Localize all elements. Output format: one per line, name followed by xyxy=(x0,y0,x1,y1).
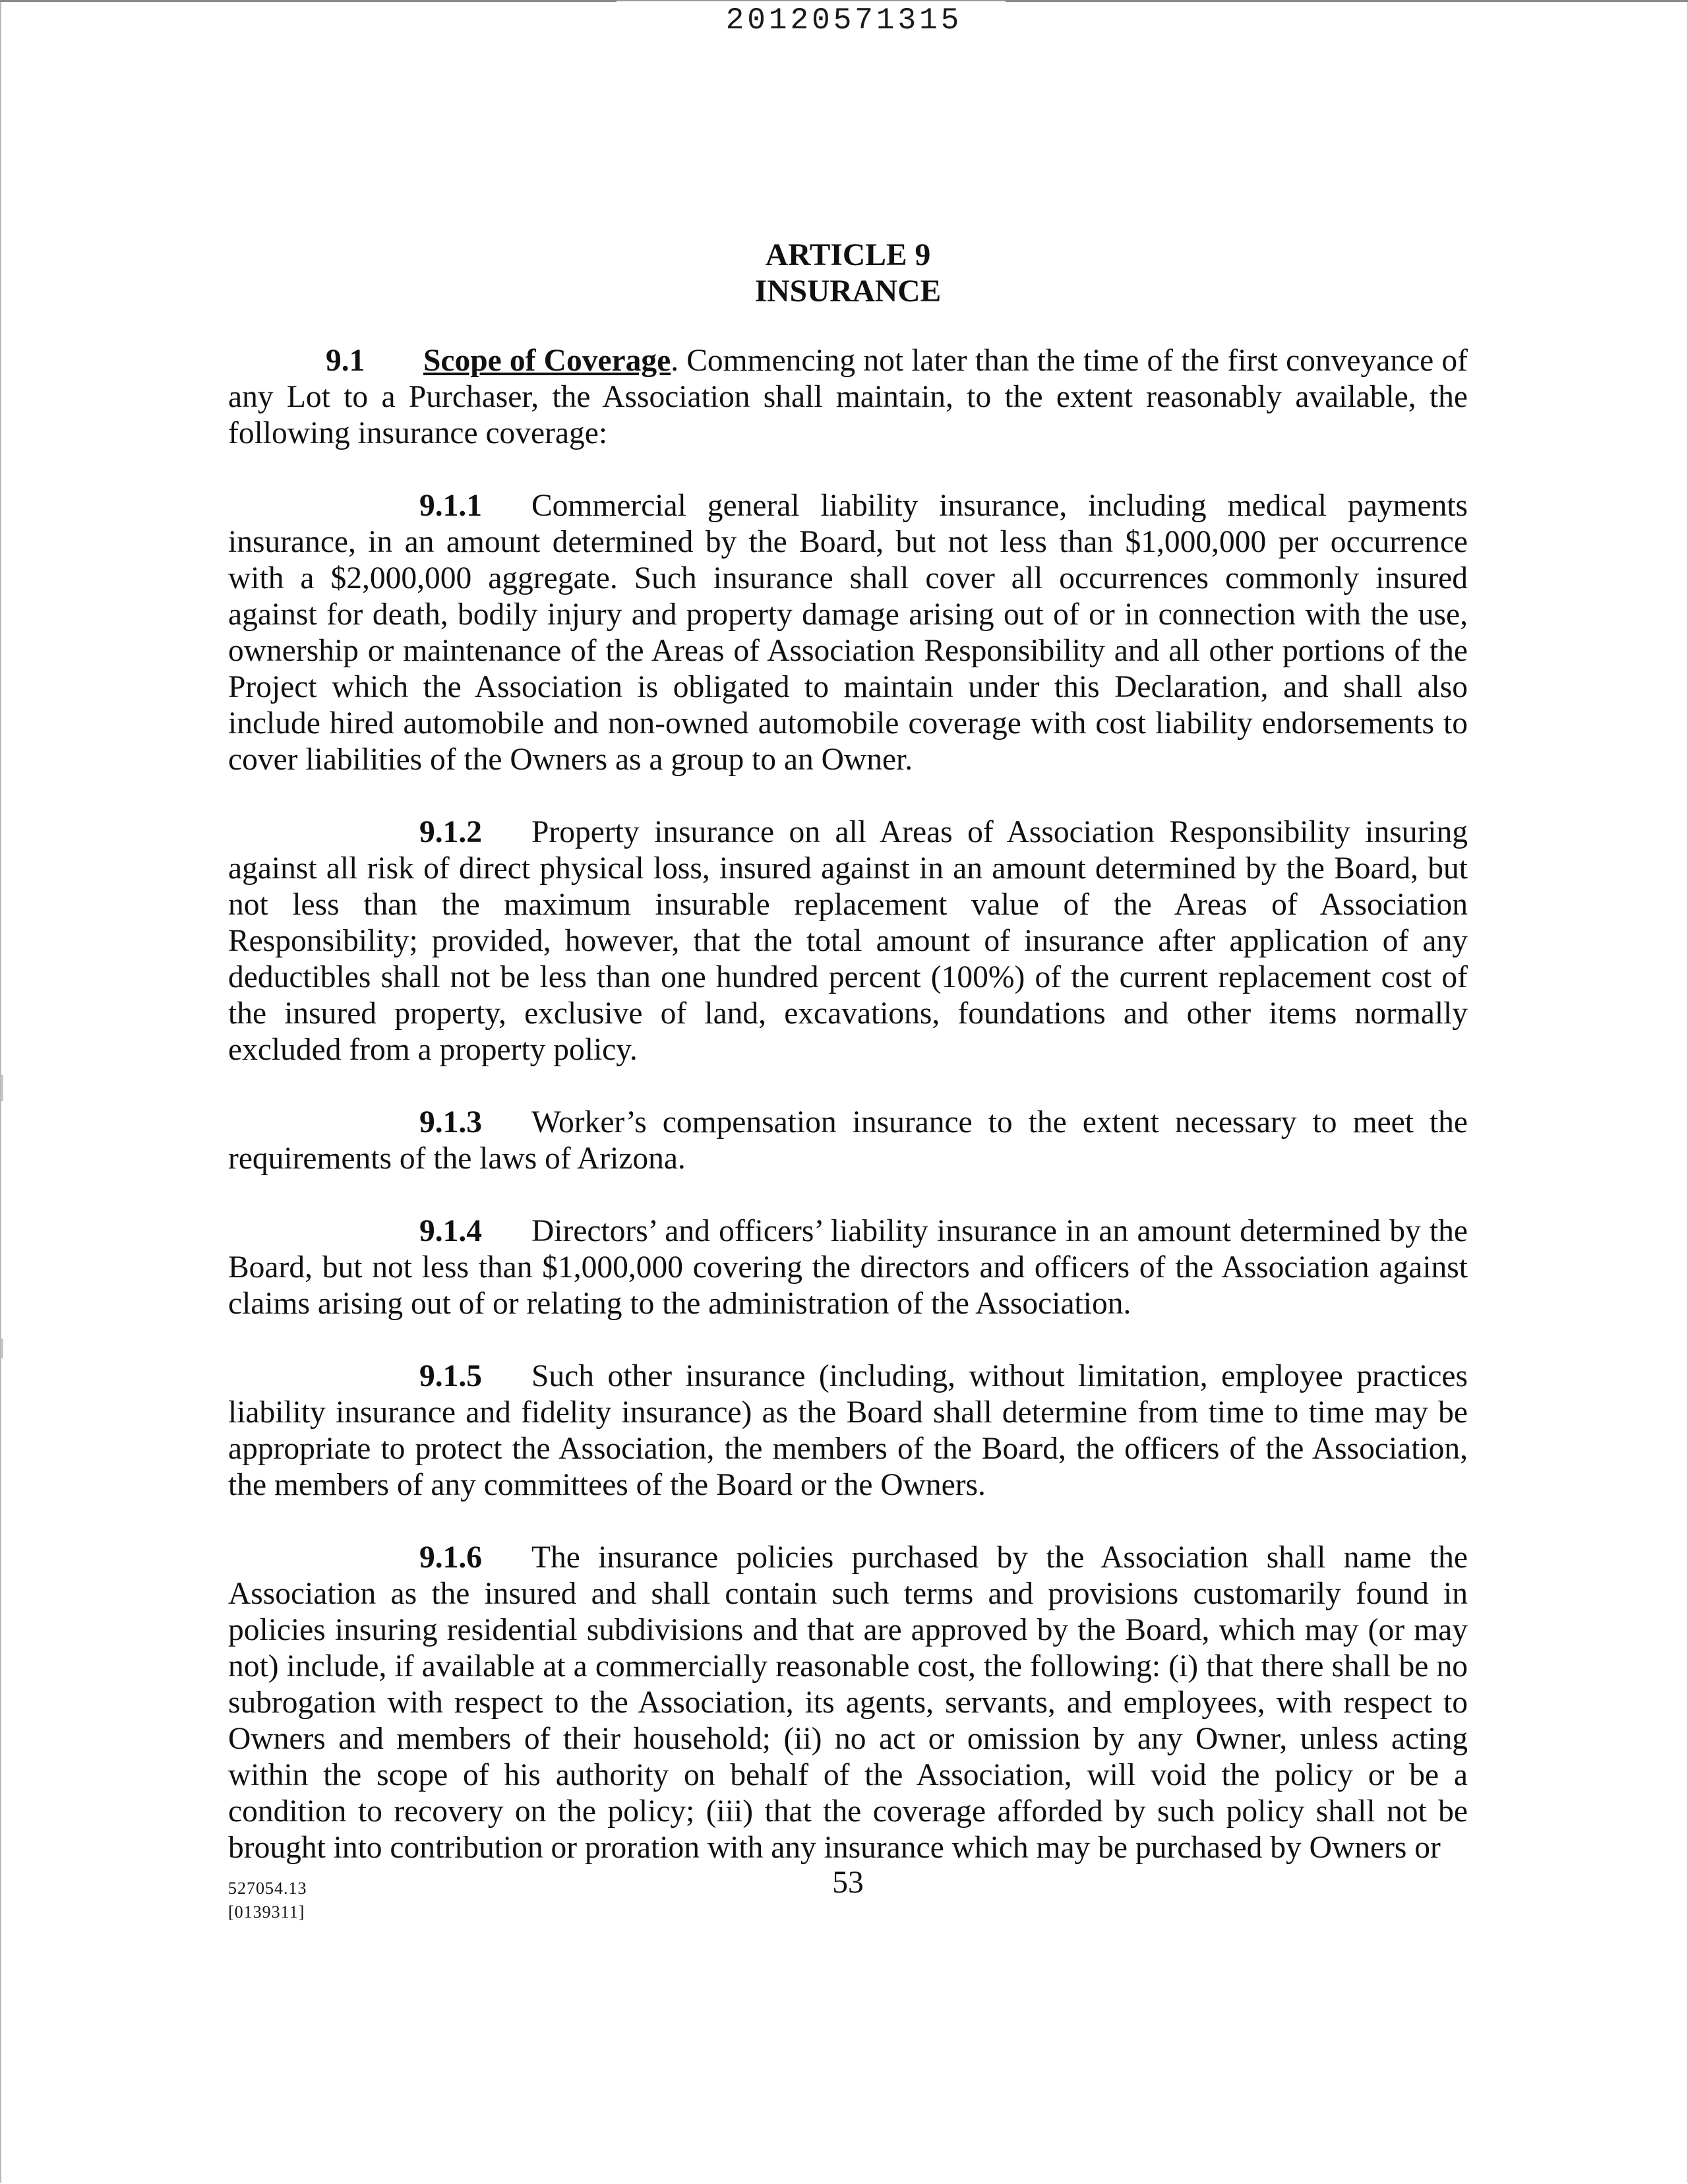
spacer xyxy=(228,1177,1468,1213)
recording-number: 20120571315 xyxy=(725,3,963,38)
document-id-client-code: [0139311] xyxy=(228,1902,305,1922)
section-text: Such other insurance (including, without limitation, employee practices liability insurance and fidelity insurance) as the Board shall determine from time to time may be appropriate to protect the Association, the members of the Board, the officers of the Association, the members of any committees of the Board or the Owners. xyxy=(228,1359,1468,1502)
spacer xyxy=(228,1322,1468,1358)
section-number: 9.1.2 xyxy=(419,815,482,849)
article-title: INSURANCE xyxy=(754,274,942,309)
section-number: 9.1.1 xyxy=(419,489,482,523)
section-text: Property insurance on all Areas of Association Responsibility insuring against all risk of direct physical loss, insured against in an amount determined by the Board, but not less than the maximum insurable replacement value of the Areas of Association Responsibility; provided, however, that the total amount of insurance after application of any deductibles shall not be less than one hundred percent (100%) of the current replacement cost of the insured property, exclusive of land, excavations, foundations and other items normally excluded from a property policy. xyxy=(228,815,1468,1067)
section-text: The insurance policies purchased by the Association shall name the Association as the insured and shall contain such terms and provisions customarily found in policies insuring residential subdivisions and that are approved by the Board, which may (or may not) include, if available at a commercially reasonable cost, the following: (i) that there shall be no subrogation with respect to the Association, its agents, servants, and employees, with respect to Owners and members of their household; (ii) no act or omission by any Owner, unless acting within the scope of his authority on behalf of the Association, will void the policy or be a condition to recovery on the policy; (iii) that the coverage afforded by such policy shall not be brought into contribution or proration with any insurance which may be purchased by Owners or xyxy=(228,1540,1468,1865)
section-9-1 xyxy=(228,343,1468,452)
section-9-1-3 xyxy=(228,1105,1468,1177)
spacer xyxy=(228,1503,1468,1540)
scan-mark xyxy=(1,1339,3,1358)
spacer xyxy=(228,310,1468,343)
section-number: 9.1.5 xyxy=(419,1359,482,1393)
scan-mark xyxy=(1,1075,3,1101)
section-text: Directors’ and officers’ liability insurance in an amount determined by the Board, but not less than $1,000,000 covering the directors and officers of the Association against claims arising out of or relating to the administration of the Association. xyxy=(228,1214,1468,1321)
section-text: Worker’s compensation insurance to the extent necessary to meet the requirements of the laws of Arizona. xyxy=(228,1105,1468,1176)
section-number: 9.1.3 xyxy=(419,1105,482,1139)
spacer xyxy=(228,778,1468,814)
document-id-number: 527054.13 xyxy=(228,1879,307,1898)
page-number: 53 xyxy=(832,1866,864,1900)
spacer xyxy=(228,452,1468,488)
section-number: 9.1.6 xyxy=(419,1540,482,1575)
spacer xyxy=(228,1068,1468,1105)
article-number: ARTICLE 9 xyxy=(765,238,931,272)
section-9-1-5 xyxy=(228,1358,1468,1503)
section-9-1-2 xyxy=(228,814,1468,1068)
page-footer xyxy=(228,1865,1468,1944)
section-number: 9.1 xyxy=(326,344,365,378)
section-text: Commercial general liability insurance, including medical payments insurance, in an amount determined by the Board, but not less than $1,000,000 per occurrence with a $2,000,000 aggregate. Such insurance shall cover all occurrences commonly insured against for death, bodily injury and property damage arising out of or in connection with the use, ownership or maintenance of the Areas of Association Responsibility and all other portions of the Project which the Association is obligated to maintain under this Declaration, and shall also include hired automobile and non-owned automobile coverage with cost liability endorsements to cover liabilities of the Owners as a group to an Owner. xyxy=(228,489,1468,777)
section-text: . Commencing not later than the time of the first conveyance of any Lot to a Purchaser, the Association shall maintain, to the extent reasonably available, the following insurance coverage: xyxy=(228,344,1468,450)
section-9-1-4 xyxy=(228,1213,1468,1322)
document-body xyxy=(228,237,1468,1866)
section-9-1-1 xyxy=(228,488,1468,778)
section-number: 9.1.4 xyxy=(419,1214,482,1248)
section-title: Scope of Coverage xyxy=(423,344,671,378)
section-9-1-6 xyxy=(228,1540,1468,1866)
